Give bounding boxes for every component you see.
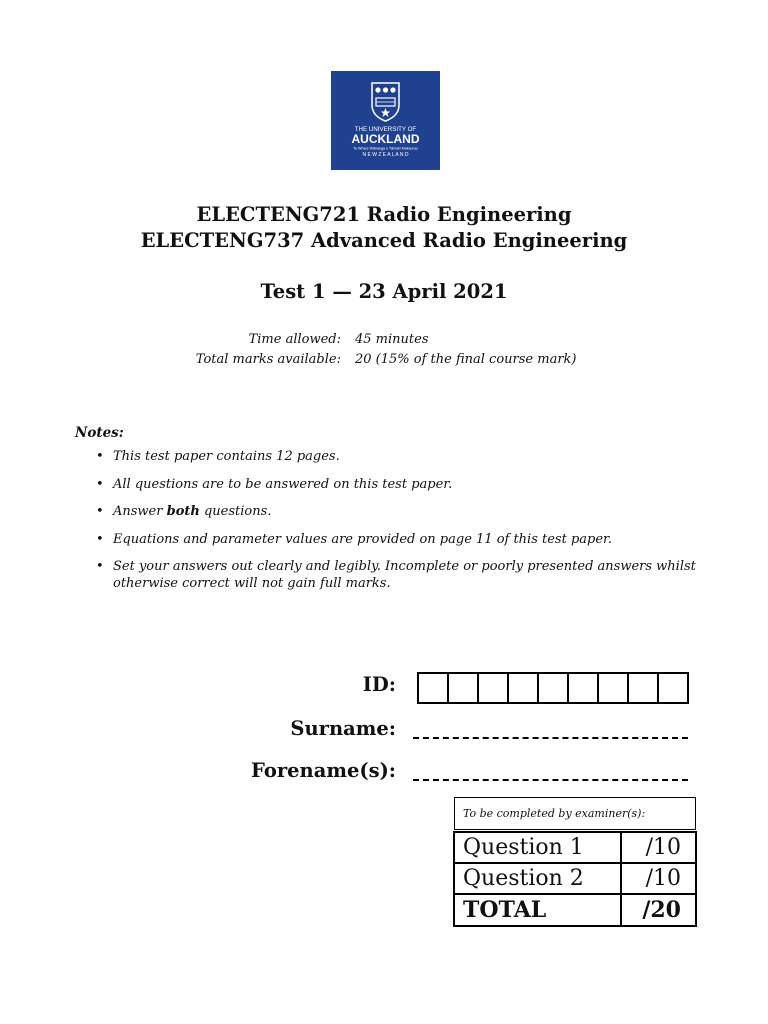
examiner-caption: To be completed by examiner(s):	[454, 797, 696, 830]
note-emphasis: both	[166, 504, 200, 519]
id-label: ID:	[362, 673, 396, 696]
id-input-boxes[interactable]	[417, 672, 689, 704]
id-digit-box[interactable]	[627, 674, 657, 702]
question-2-label: Question 2	[454, 863, 621, 894]
forename-field[interactable]	[413, 779, 688, 781]
id-digit-box[interactable]	[597, 674, 627, 702]
question-1-mark: /10	[621, 832, 696, 863]
note-item: • All questions are to be answered on this test paper.	[75, 476, 705, 493]
total-marks-value: 20 (15% of the final course mark)	[355, 352, 577, 367]
university-logo	[331, 71, 440, 170]
id-digit-box[interactable]	[507, 674, 537, 702]
total-label: TOTAL	[454, 894, 621, 926]
notes-list	[75, 448, 705, 603]
test-title: Test 1 — 23 April 2021	[260, 280, 508, 303]
id-digit-box[interactable]	[567, 674, 597, 702]
note-text: questions.	[203, 504, 272, 519]
logo-line4: N E W Z E A L A N D	[362, 152, 409, 158]
id-digit-box[interactable]	[477, 674, 507, 702]
id-digit-box[interactable]	[537, 674, 567, 702]
table-row	[454, 863, 696, 894]
table-row	[454, 832, 696, 863]
note-text: Answer	[113, 504, 163, 519]
question-2-mark: /10	[621, 863, 696, 894]
time-allowed-value: 45 minutes	[355, 332, 429, 347]
id-digit-box[interactable]	[657, 674, 687, 702]
crest-icon	[372, 83, 399, 121]
note-item	[75, 503, 705, 520]
surname-label: Surname:	[290, 717, 396, 740]
total-marks-label: Total marks available:	[195, 352, 341, 367]
note-item: • This test paper contains 12 pages.	[75, 448, 705, 465]
id-digit-box[interactable]	[419, 674, 447, 702]
notes-heading: Notes:	[75, 425, 124, 441]
time-allowed-label: Time allowed:	[248, 332, 341, 347]
total-mark: /20	[621, 894, 696, 926]
table-row	[454, 894, 696, 926]
logo-line1: THE UNIVERSITY OF	[354, 126, 417, 133]
note-item: • Set your answers out clearly and legibly. Incomplete or poorly presented answers whilst otherwise correct will not gain full marks.	[75, 558, 705, 592]
note-item: • Equations and parameter values are provided on page 11 of this test paper.	[75, 531, 705, 548]
course-title-721: ELECTENG721 Radio Engineering	[196, 203, 572, 226]
logo-line3: Te Whare Wānanga o Tāmaki Makaurau	[353, 146, 418, 151]
surname-field[interactable]	[413, 737, 688, 739]
question-1-label: Question 1	[454, 832, 621, 863]
id-digit-box[interactable]	[447, 674, 477, 702]
forename-label: Forename(s):	[251, 759, 396, 782]
logo-line2: AUCKLAND	[351, 132, 420, 146]
course-title-737: ELECTENG737 Advanced Radio Engineering	[140, 229, 628, 252]
test-info	[0, 332, 768, 372]
marks-table	[453, 831, 697, 927]
